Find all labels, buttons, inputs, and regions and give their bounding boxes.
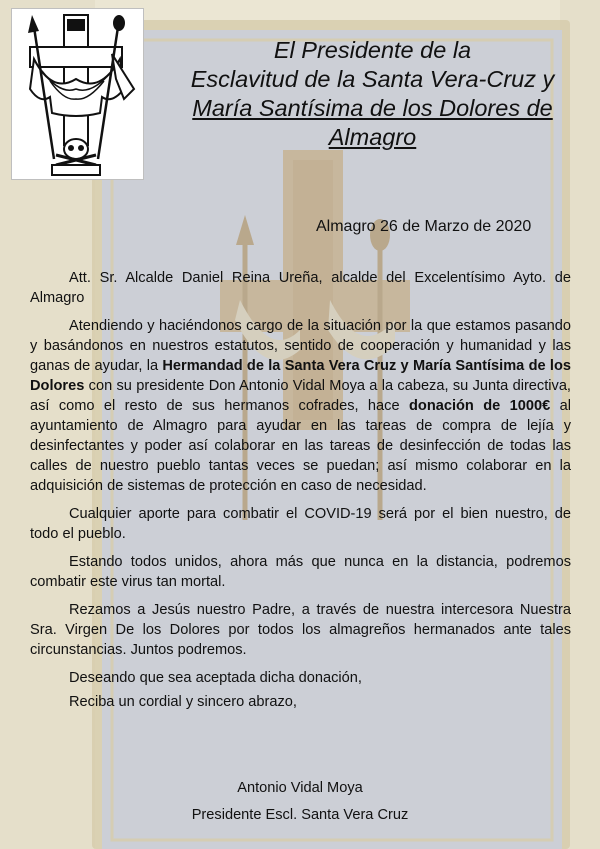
paragraph-recipient: Att. Sr. Alcalde Daniel Reina Ureña, alcalde del Excelentísimo Ayto. de Almagro bbox=[30, 270, 571, 306]
paragraph-united: Estando todos unidos, ahora más que nunca en la distancia, podremos combatir este virus tan mortal. bbox=[30, 554, 571, 590]
logo-emblem bbox=[11, 8, 144, 180]
letter-body bbox=[30, 268, 571, 716]
heading-line-4: Almagro bbox=[328, 124, 417, 150]
paragraph-donation-text-a: Atendiendo y haciéndonos cargo de la situación por la que estamos pasando y basándonos en nuestros estatutos, sentido de cooperación y humanidad y las ganas de ayudar, la bbox=[30, 318, 571, 374]
heading-line-1: El Presidente de la bbox=[273, 37, 472, 63]
signature-name: Antonio Vidal Moya bbox=[237, 780, 363, 796]
paragraph-prayer: Rezamos a Jesús nuestro Padre, a través de nuestra intercesora Nuestra Sra. Virgen De los Dolores por todos los almagreños hermanados ante tales circunstancias. Juntos podremos. bbox=[30, 602, 571, 658]
paragraph-donation bbox=[30, 316, 571, 496]
letter-heading bbox=[150, 36, 595, 152]
paragraph-donation-text-e: al ayuntamiento de Almagro para ayudar en las tareas de compra de lejía y desinfectantes y poder así colaborar en las tareas de desinfección de todas las calles de nuestro pueblo tantas veces se puedan; así mismo colaborar en la adquisición de sistemas de protección en caso de necesidad. bbox=[30, 398, 571, 494]
paragraph-closing: Reciba un cordial y sincero abrazo, bbox=[69, 694, 297, 710]
heading-line-2: Esclavitud de la Santa Vera-Cruz y bbox=[190, 66, 555, 92]
paragraph-covid: Cualquier aporte para combatir el COVID-19 será por el bien nuestro, de todo el pueblo. bbox=[30, 506, 571, 542]
letter-date: Almagro 26 de Marzo de 2020 bbox=[316, 218, 532, 235]
donation-amount: donación de 1000€ bbox=[408, 398, 551, 414]
brotherhood-name: Hermandad de la Santa Vera Cruz y María Santísima de los Dolores bbox=[30, 358, 571, 394]
paragraph-wish: Deseando que sea aceptada dicha donación, bbox=[69, 670, 362, 686]
paragraph-donation-text-c: con su presidente Don Antonio Vidal Moya a la cabeza, su Junta directiva, así como el resto de sus hermanos cofrades, hace bbox=[30, 378, 571, 414]
heading-line-3: María Santísima de los Dolores de bbox=[192, 95, 553, 121]
signature-role: Presidente Escl. Santa Vera Cruz bbox=[191, 807, 409, 823]
brotherhood-emblem-cross-skull-icon bbox=[12, 9, 143, 179]
